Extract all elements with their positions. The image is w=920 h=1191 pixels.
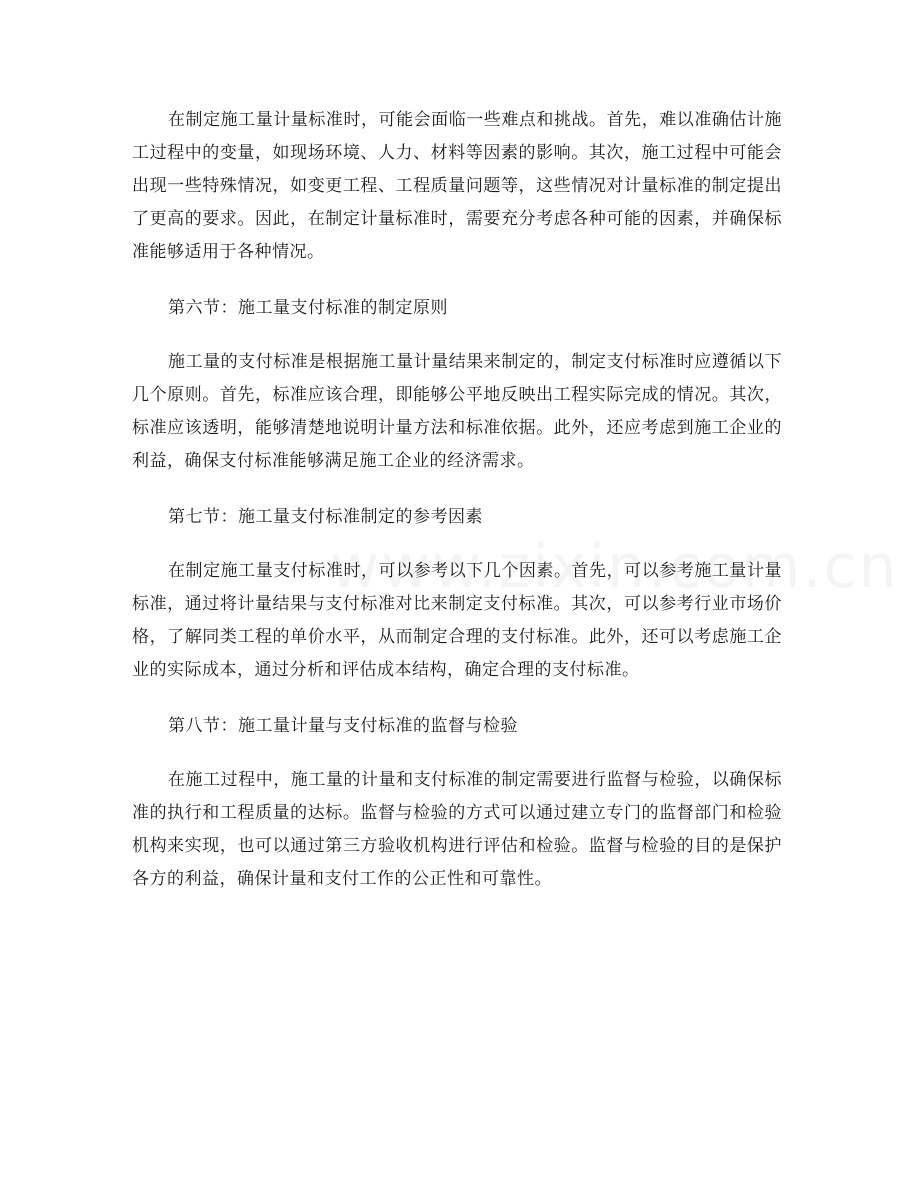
paragraph-payment-principles: 施工量的支付标准是根据施工量计量结果来制定的，制定支付标准时应遵循以下几个原则。首先，标准应该合理，即能够公平地反映出工程实际完成的情况。其次，标准应该透明，能够清楚地说明计量方法和标准依据。此外，还应考虑到施工企业的利益，确保支付标准能够满足施工企业的经济需求。 bbox=[132, 352, 782, 471]
paragraph-supervision-inspection: 在施工过程中，施工量的计量和支付标准的制定需要进行监督与检验，以确保标准的执行和工程质量的达标。监督与检验的方式可以通过建立专门的监督部门和检验机构来实现，也可以通过第三方验收机构进行评估和检验。监督与检验的目的是保护各方的利益，确保计量和支付工作的公正性和可靠性。 bbox=[132, 770, 782, 889]
section-heading-7: 第七节：施工量支付标准制定的参考因素 bbox=[168, 507, 483, 527]
paragraph-payment-factors: 在制定施工量支付标准时，可以参考以下几个因素。首先，可以参考施工量计量标准，通过将计量结果与支付标准对比来制定支付标准。其次，可以参考行业市场价格，了解同类工程的单价水平，从而制定合理的支付标准。此外，还可以考虑施工企业的实际成本，通过分析和评估成本结构，确定合理的支付标准。 bbox=[132, 561, 782, 680]
section-heading-8: 第八节：施工量计量与支付标准的监督与检验 bbox=[168, 716, 518, 736]
paragraph-calc-standard-challenges: 在制定施工量计量标准时，可能会面临一些难点和挑战。首先，难以准确估计施工过程中的变量，如现场环境、人力、材料等因素的影响。其次，施工过程中可能会出现一些特殊情况，如变更工程、工程质量问题等，这些情况对计量标准的制定提出了更高的要求。因此，在制定计量标准时，需要充分考虑各种可能的因素，并确保标准能够适用于各种情况。 bbox=[132, 110, 782, 262]
document-body bbox=[132, 104, 782, 896]
section-heading-6: 第六节：施工量支付标准的制定原则 bbox=[168, 298, 448, 318]
